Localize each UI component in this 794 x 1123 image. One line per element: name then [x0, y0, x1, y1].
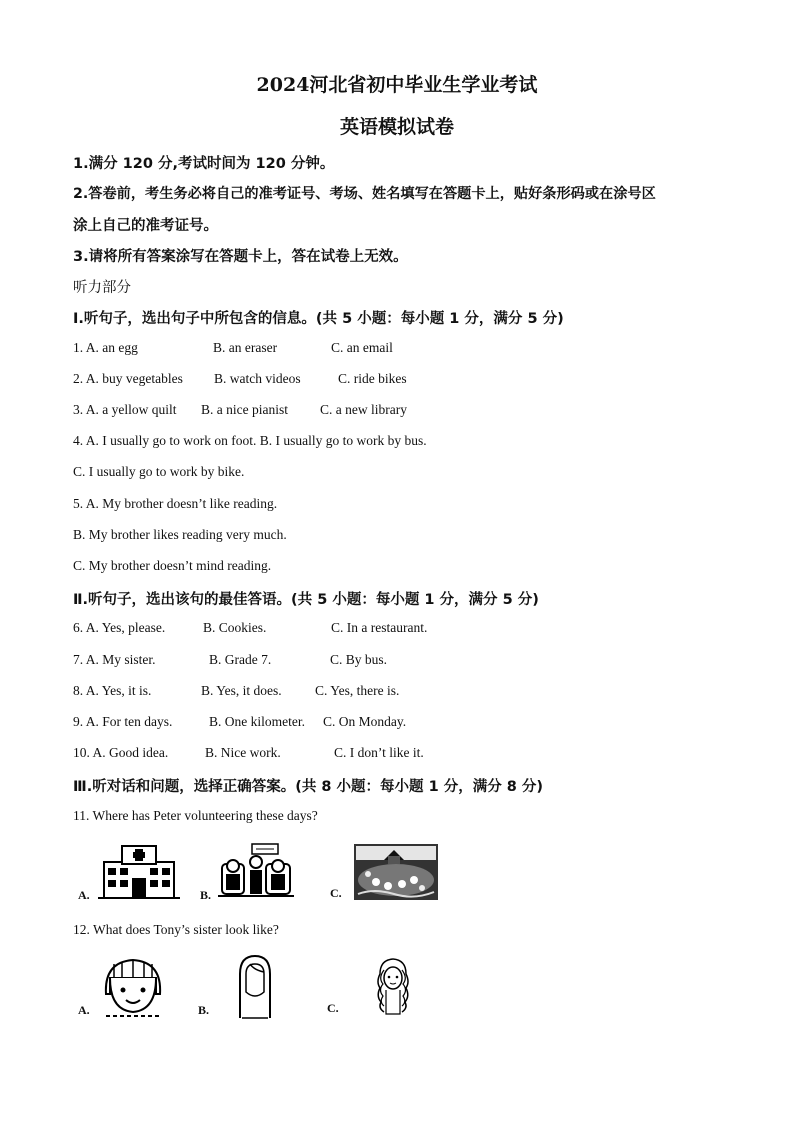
- listening-section-label: 听力部分: [73, 280, 131, 296]
- q8-option-a: 8. A. Yes, it is.: [73, 683, 152, 698]
- q2-option-a: 2. A. buy vegetables: [73, 371, 183, 386]
- q12-label-a: A.: [78, 1003, 90, 1017]
- part2-heading: Ⅱ.听句子，选出该句的最佳答语。(共 5 小题：每小题 1 分，满分 5 分): [73, 592, 539, 608]
- q11-label-b: B.: [200, 888, 212, 902]
- q3-option-b: B. a nice pianist: [201, 402, 288, 417]
- q9-option-b: B. One kilometer.: [209, 714, 305, 729]
- instruction-2: 2.答卷前，考生务必将自己的准考证号、考场、姓名填写在答题卡上，贴好条形码或在涂号区: [73, 186, 656, 202]
- part1-heading: I.听句子，选出句子中所包含的信息。(共 5 小题：每小题 1 分，满分 5 分): [73, 311, 564, 327]
- q10-option-b: B. Nice work.: [205, 745, 281, 760]
- q7-option-a: 7. A. My sister.: [73, 652, 156, 667]
- part3-heading: Ⅲ.听对话和问题，选择正确答案。(共 8 小题：每小题 1 分，满分 8 分): [73, 779, 544, 795]
- q12-question: 12. What does Tony’s sister look like?: [73, 922, 279, 937]
- q1-option-c: C. an email: [331, 340, 393, 355]
- q5-option-b: B. My brother likes reading very much.: [73, 527, 287, 542]
- nursing-home-image: [218, 842, 294, 900]
- q7-option-b: B. Grade 7.: [209, 652, 272, 667]
- q5-option-a: 5. A. My brother doesn’t like reading.: [73, 496, 278, 511]
- long-straight-hair-girl-image: [232, 952, 278, 1020]
- q6-option-c: C. In a restaurant.: [331, 620, 428, 635]
- q12-label-c: C.: [327, 1001, 339, 1015]
- q11-label-a: A.: [78, 888, 90, 902]
- q1-option-a: 1. A. an egg: [73, 340, 138, 355]
- farm-image: [354, 844, 438, 900]
- q11-label-c: C.: [330, 886, 342, 900]
- q6-option-b: B. Cookies.: [203, 620, 267, 635]
- q2-option-c: C. ride bikes: [338, 371, 407, 386]
- q7-option-c: C. By bus.: [330, 652, 388, 667]
- exam-subtitle: 英语模拟试卷: [339, 116, 454, 138]
- q11-question: 11. Where has Peter volunteering these days?: [73, 808, 318, 823]
- q8-option-b: B. Yes, it does.: [201, 683, 282, 698]
- q4-options-ab: 4. A. I usually go to work on foot. B. I usually go to work by bus.: [73, 433, 427, 448]
- hospital-image: [98, 842, 180, 900]
- q6-option-a: 6. A. Yes, please.: [73, 620, 166, 635]
- exam-title: 2024河北省初中毕业生学业考试: [256, 74, 538, 96]
- instruction-1: 1.满分 120 分,考试时间为 120 分钟。: [73, 156, 335, 172]
- q9-option-c: C. On Monday.: [323, 714, 407, 729]
- q4-option-c: C. I usually go to work by bike.: [73, 464, 245, 479]
- q9-option-a: 9. A. For ten days.: [73, 714, 173, 729]
- q12-label-b: B.: [198, 1003, 210, 1017]
- q5-option-c: C. My brother doesn’t mind reading.: [73, 558, 272, 573]
- q10-option-c: C. I don’t like it.: [334, 745, 424, 760]
- instruction-3: 3.请将所有答案涂写在答题卡上，答在试卷上无效。: [73, 249, 408, 265]
- q2-option-b: B. watch videos: [214, 371, 301, 386]
- q8-option-c: C. Yes, there is.: [315, 683, 400, 698]
- instruction-2-cont: 涂上自己的准考证号。: [73, 218, 218, 234]
- curly-hair-girl-image: [372, 956, 414, 1016]
- q10-option-a: 10. A. Good idea.: [73, 745, 169, 760]
- q1-option-b: B. an eraser: [213, 340, 278, 355]
- q3-option-c: C. a new library: [320, 402, 407, 417]
- q3-option-a: 3. A. a yellow quilt: [73, 402, 177, 417]
- short-hair-girl-image: [100, 956, 166, 1018]
